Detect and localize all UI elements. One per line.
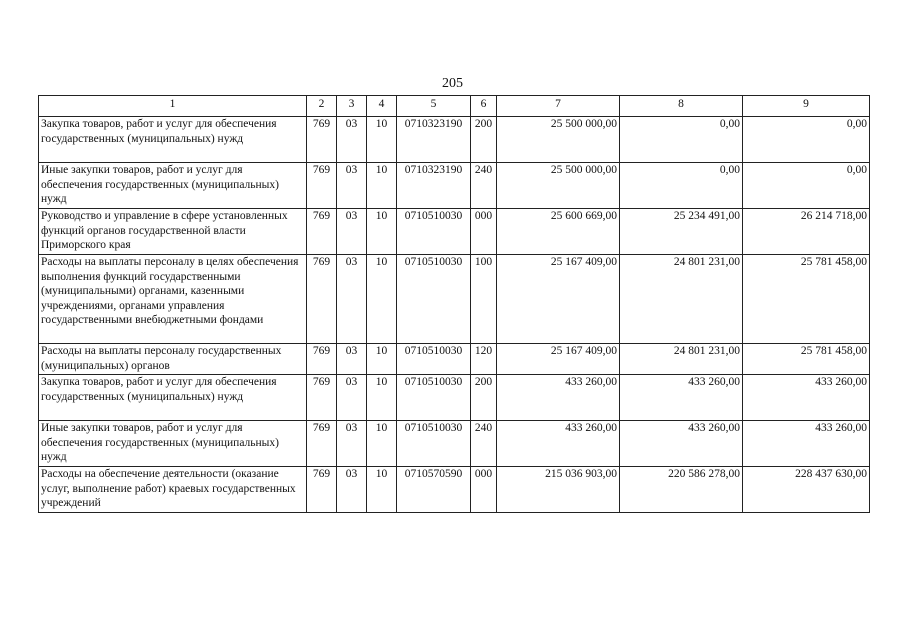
ministry-code: 769 xyxy=(307,375,337,421)
expense-name: Расходы на выплаты персоналу в целях обеспечения выполнения функций государственными (муниципальными) органами, казенными учреждениями, органами управления государственными внебюджетными фондами xyxy=(39,255,307,344)
column-number-row xyxy=(39,96,870,117)
ministry-code: 769 xyxy=(307,163,337,209)
section-code: 03 xyxy=(337,117,367,163)
column-header: 4 xyxy=(367,96,397,117)
section-code: 03 xyxy=(337,209,367,255)
amount-col7: 25 167 409,00 xyxy=(497,255,620,344)
amount-col7: 25 500 000,00 xyxy=(497,117,620,163)
table-row xyxy=(39,209,870,255)
subsection-code: 10 xyxy=(367,421,397,467)
budget-table xyxy=(38,95,870,513)
expense-type-code: 240 xyxy=(471,421,497,467)
section-code: 03 xyxy=(337,255,367,344)
amount-col9: 26 214 718,00 xyxy=(743,209,870,255)
amount-col8: 24 801 231,00 xyxy=(620,255,743,344)
section-code: 03 xyxy=(337,344,367,375)
amount-col7: 433 260,00 xyxy=(497,375,620,421)
expense-name: Иные закупки товаров, работ и услуг для обеспечения государственных (муниципальных) нужд xyxy=(39,163,307,209)
table-row xyxy=(39,255,870,344)
amount-col9: 25 781 458,00 xyxy=(743,255,870,344)
ministry-code: 769 xyxy=(307,467,337,513)
expense-type-code: 200 xyxy=(471,117,497,163)
section-code: 03 xyxy=(337,375,367,421)
expense-name: Расходы на выплаты персоналу государственных (муниципальных) органов xyxy=(39,344,307,375)
target-article-code: 0710510030 xyxy=(397,209,471,255)
table-row xyxy=(39,467,870,513)
section-code: 03 xyxy=(337,421,367,467)
expense-type-code: 100 xyxy=(471,255,497,344)
section-code: 03 xyxy=(337,467,367,513)
target-article-code: 0710570590 xyxy=(397,467,471,513)
target-article-code: 0710510030 xyxy=(397,375,471,421)
table-row xyxy=(39,375,870,421)
column-header: 6 xyxy=(471,96,497,117)
expense-type-code: 000 xyxy=(471,209,497,255)
subsection-code: 10 xyxy=(367,344,397,375)
column-header: 9 xyxy=(743,96,870,117)
ministry-code: 769 xyxy=(307,209,337,255)
subsection-code: 10 xyxy=(367,117,397,163)
expense-type-code: 000 xyxy=(471,467,497,513)
expense-name: Расходы на обеспечение деятельности (оказание услуг, выполнение работ) краевых государственных учреждений xyxy=(39,467,307,513)
target-article-code: 0710510030 xyxy=(397,344,471,375)
table-row xyxy=(39,117,870,163)
amount-col7: 25 500 000,00 xyxy=(497,163,620,209)
column-header: 3 xyxy=(337,96,367,117)
amount-col9: 433 260,00 xyxy=(743,421,870,467)
amount-col8: 24 801 231,00 xyxy=(620,344,743,375)
amount-col7: 215 036 903,00 xyxy=(497,467,620,513)
ministry-code: 769 xyxy=(307,255,337,344)
page-number: 205 xyxy=(442,76,463,91)
amount-col8: 25 234 491,00 xyxy=(620,209,743,255)
amount-col7: 433 260,00 xyxy=(497,421,620,467)
expense-name: Руководство и управление в сфере установленных функций органов государственной власти Приморского края xyxy=(39,209,307,255)
subsection-code: 10 xyxy=(367,209,397,255)
table-row xyxy=(39,421,870,467)
ministry-code: 769 xyxy=(307,344,337,375)
column-header: 5 xyxy=(397,96,471,117)
amount-col9: 228 437 630,00 xyxy=(743,467,870,513)
target-article-code: 0710510030 xyxy=(397,255,471,344)
expense-type-code: 240 xyxy=(471,163,497,209)
expense-type-code: 120 xyxy=(471,344,497,375)
expense-name: Иные закупки товаров, работ и услуг для обеспечения государственных (муниципальных) нужд xyxy=(39,421,307,467)
target-article-code: 0710510030 xyxy=(397,421,471,467)
ministry-code: 769 xyxy=(307,117,337,163)
amount-col8: 220 586 278,00 xyxy=(620,467,743,513)
amount-col9: 25 781 458,00 xyxy=(743,344,870,375)
column-header: 7 xyxy=(497,96,620,117)
subsection-code: 10 xyxy=(367,255,397,344)
amount-col9: 0,00 xyxy=(743,163,870,209)
amount-col8: 0,00 xyxy=(620,163,743,209)
amount-col7: 25 167 409,00 xyxy=(497,344,620,375)
expense-type-code: 200 xyxy=(471,375,497,421)
amount-col9: 433 260,00 xyxy=(743,375,870,421)
column-header: 1 xyxy=(39,96,307,117)
subsection-code: 10 xyxy=(367,163,397,209)
subsection-code: 10 xyxy=(367,375,397,421)
table-row xyxy=(39,163,870,209)
target-article-code: 0710323190 xyxy=(397,117,471,163)
subsection-code: 10 xyxy=(367,467,397,513)
amount-col7: 25 600 669,00 xyxy=(497,209,620,255)
column-header: 8 xyxy=(620,96,743,117)
amount-col8: 433 260,00 xyxy=(620,421,743,467)
amount-col8: 433 260,00 xyxy=(620,375,743,421)
expense-name: Закупка товаров, работ и услуг для обеспечения государственных (муниципальных) нужд xyxy=(39,375,307,421)
column-header: 2 xyxy=(307,96,337,117)
expense-name: Закупка товаров, работ и услуг для обеспечения государственных (муниципальных) нужд xyxy=(39,117,307,163)
target-article-code: 0710323190 xyxy=(397,163,471,209)
ministry-code: 769 xyxy=(307,421,337,467)
amount-col8: 0,00 xyxy=(620,117,743,163)
amount-col9: 0,00 xyxy=(743,117,870,163)
section-code: 03 xyxy=(337,163,367,209)
table-row xyxy=(39,344,870,375)
